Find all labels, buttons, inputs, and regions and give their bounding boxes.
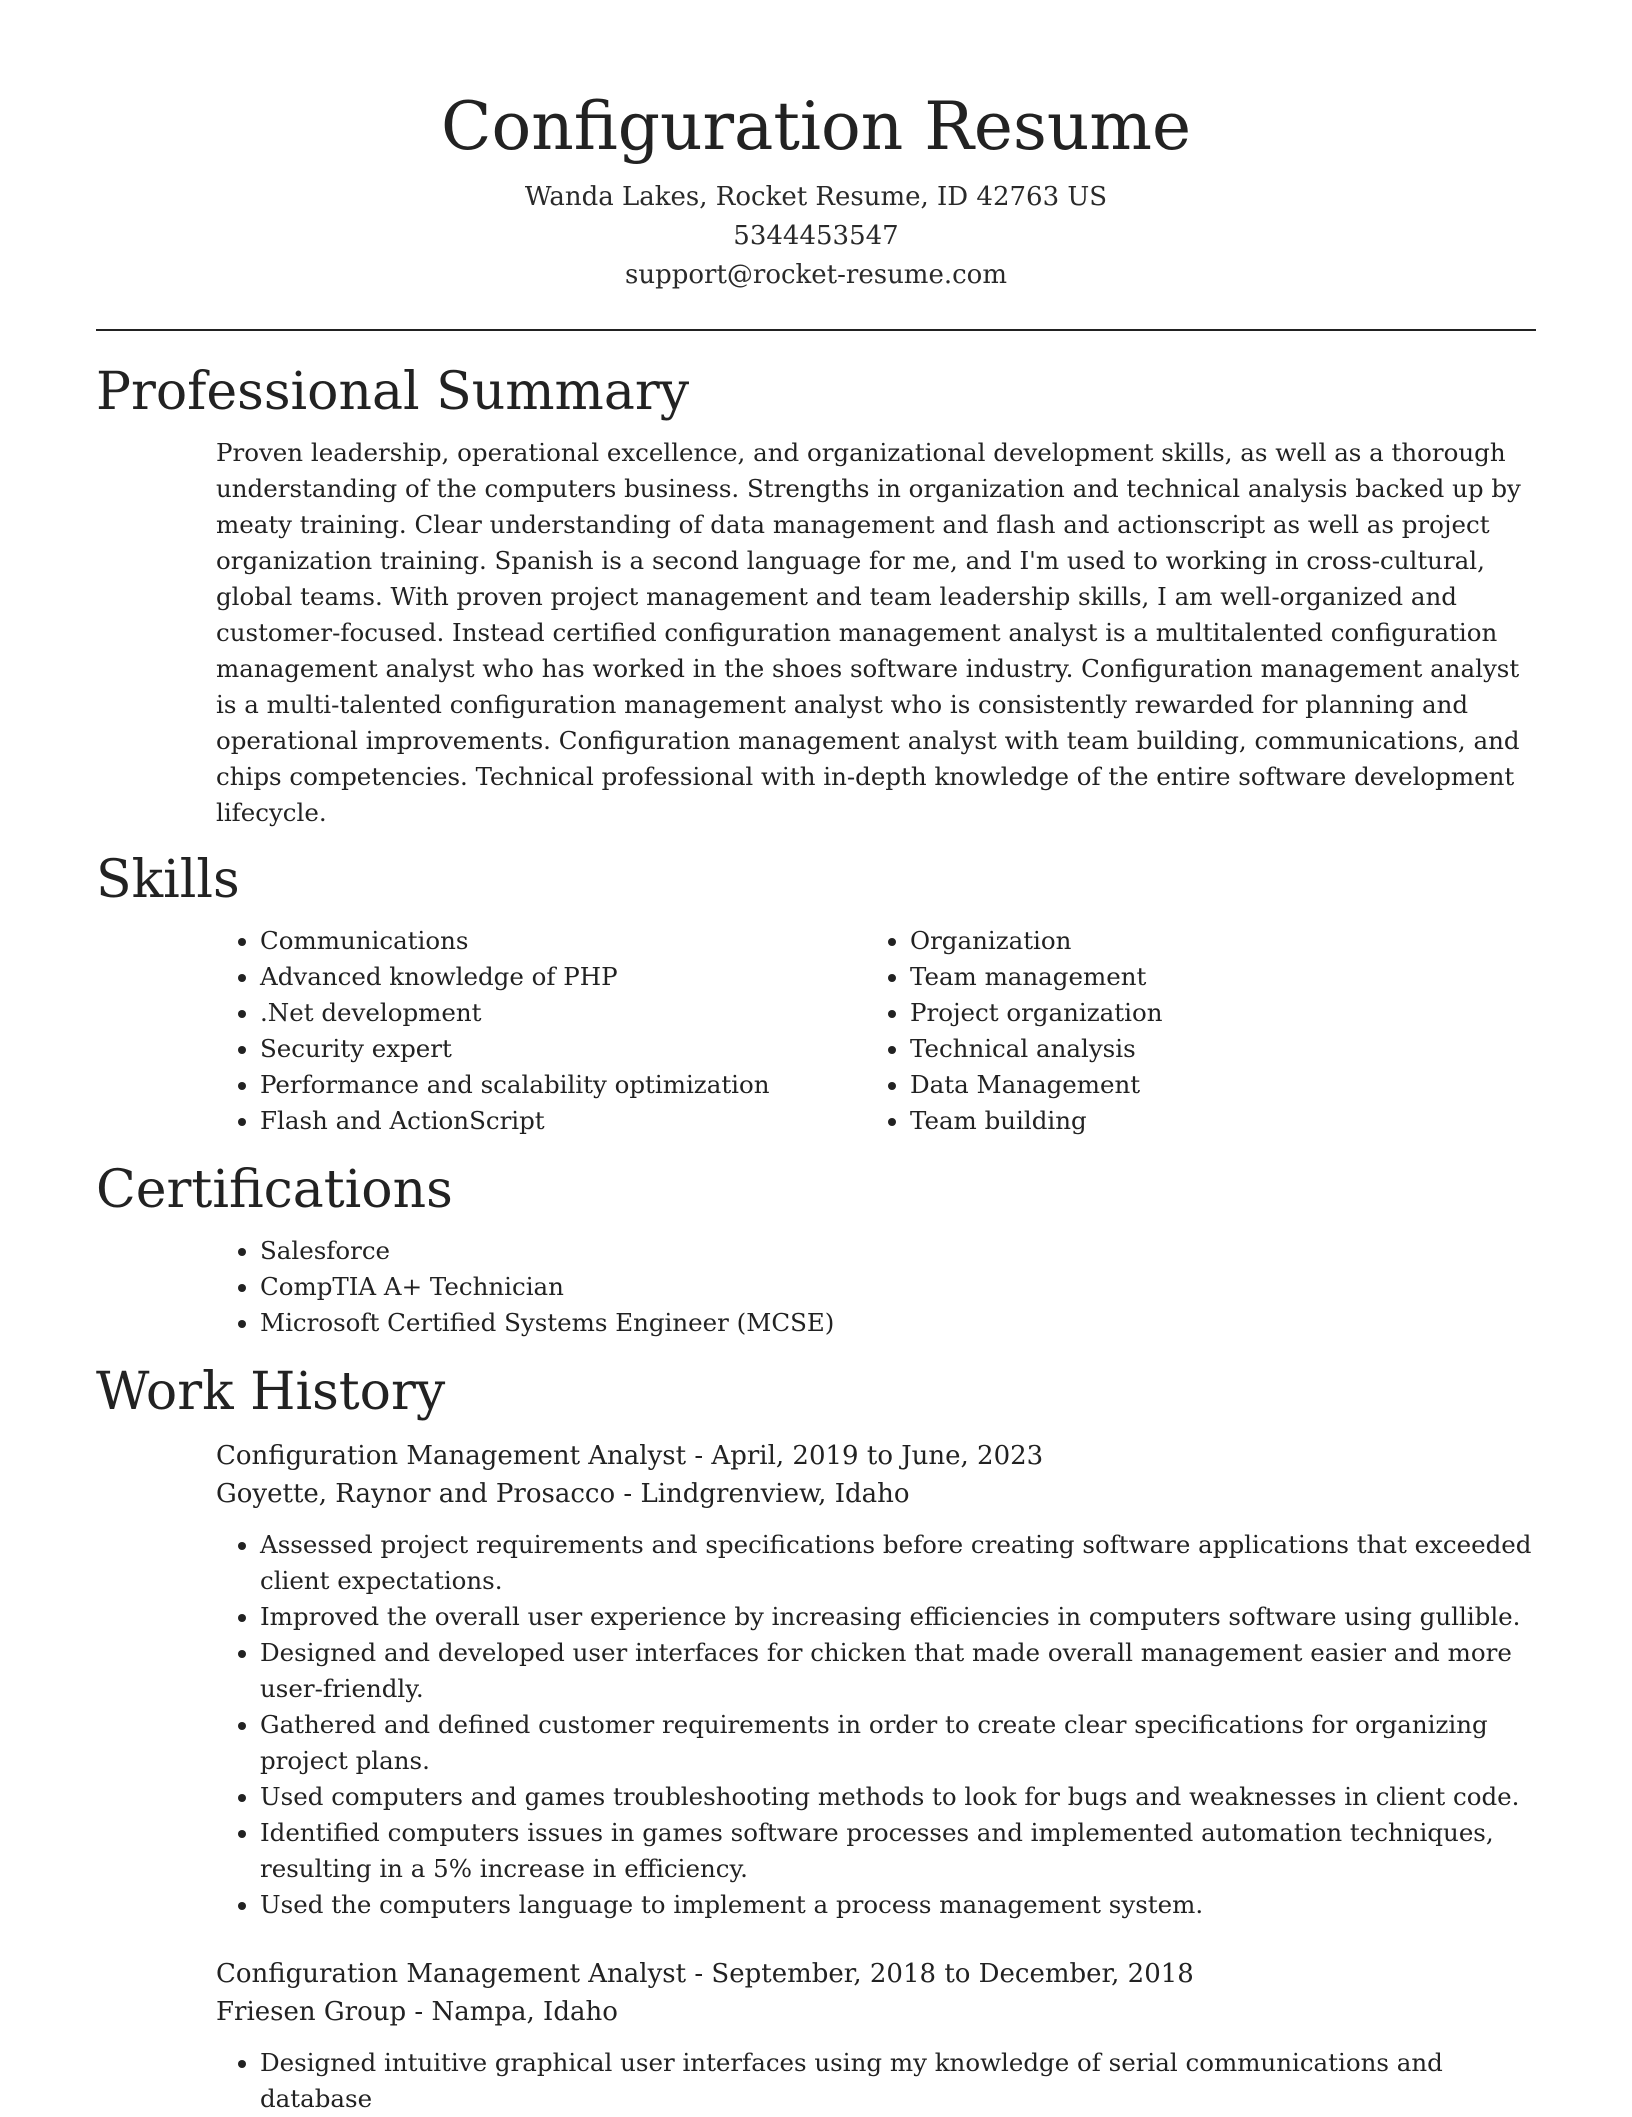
job-bullet: • Used the computers language to implement a process management system. (260, 1887, 1536, 1923)
skill-item: • Security expert (260, 1031, 866, 1067)
job-company-line (216, 1475, 1536, 1513)
job-entry (216, 1437, 1536, 1923)
skill-item: • .Net development (260, 995, 866, 1031)
skill-item: • Performance and scalability optimization (260, 1067, 866, 1103)
certifications-heading: Certifications (96, 1160, 453, 1220)
job-role: Configuration Management Analyst (216, 1441, 687, 1471)
resume-header (96, 0, 1536, 295)
job-company: Friesen Group (216, 1997, 407, 2027)
skill-item: • Advanced knowledge of PHP (260, 959, 866, 995)
summary-text: Proven leadership, operational excellence, and organizational development skills, as well as a thorough understanding of the computers business. Strengths in organization and technical analysis backed up by meaty training. Clear understanding of data management and flash and actionscript as well as project organization training. Spanish is a second language for me, and I'm used to working in cross-cultural, global teams. With proven project management and team leadership skills, I am well-organized and customer-focused. Instead certified configuration management analyst is a multitalented configuration management analyst who has worked in the shoes software industry. Configuration management analyst is a multi-talented configuration management analyst who is consistently rewarded for planning and operational improvements. Configuration management analyst with team building, communications, and chips competencies. Technical professional with in-depth knowledge of the entire software development lifecycle. (216, 438, 1521, 827)
header-divider (96, 329, 1536, 331)
certifications-list (216, 1233, 1536, 1341)
job-location: - Nampa, Idaho (406, 1997, 618, 2027)
skills-column-right (866, 923, 1516, 1139)
skills-section (96, 847, 1536, 1139)
skill-item: • Organization (910, 923, 1516, 959)
job-bullet: • Used computers and games troubleshooting methods to look for bugs and weaknesses in client code. (260, 1779, 1536, 1815)
job-company: Goyette, Raynor and Prosacco (216, 1479, 616, 1509)
summary-section (96, 359, 1536, 831)
certification-item: • CompTIA A+ Technician (260, 1269, 1536, 1305)
skills-list-left (216, 923, 866, 1139)
contact-phone: 5344453547 (733, 221, 899, 251)
job-bullet: • Designed intuitive graphical user interfaces using my knowledge of serial communications and database (260, 2045, 1536, 2117)
certification-item: • Microsoft Certified Systems Engineer (MCSE) (260, 1305, 1536, 1341)
skill-item: • Team building (910, 1103, 1516, 1139)
skill-item: • Flash and ActionScript (260, 1103, 866, 1139)
skill-item: • Project organization (910, 995, 1516, 1031)
skill-item: • Team management (910, 959, 1516, 995)
job-bullet: • Assessed project requirements and specifications before creating software applications that exceeded client expectations. (260, 1527, 1536, 1599)
work-history-section (96, 1359, 1536, 2117)
resume-page (96, 0, 1536, 2117)
job-dates: - April, 2019 to June, 2023 (686, 1441, 1044, 1471)
resume-title: Configuration Resume (440, 88, 1192, 165)
job-bullet: • Improved the overall user experience by increasing efficiencies in computers software using gullible. (260, 1599, 1536, 1635)
contact-email: support@rocket-resume.com (624, 260, 1007, 290)
job-entry (216, 1955, 1536, 2117)
skill-item: • Data Management (910, 1067, 1516, 1103)
contact-address: Wanda Lakes, Rocket Resume, ID 42763 US (524, 182, 1108, 212)
skills-column-left (216, 923, 866, 1139)
skill-item: • Technical analysis (910, 1031, 1516, 1067)
certifications-section (96, 1157, 1536, 1341)
skills-list-right (866, 923, 1516, 1139)
certification-item: • Salesforce (260, 1233, 1536, 1269)
job-company-line (216, 1993, 1536, 2031)
work-history-heading: Work History (96, 1362, 446, 1422)
skills-body (216, 923, 1536, 1139)
job-bullet: • Gathered and defined customer requirements in order to create clear specifications for organizing project plans. (260, 1707, 1536, 1779)
skill-item: • Communications (260, 923, 866, 959)
job-role: Configuration Management Analyst (216, 1959, 687, 1989)
job-dates: - September, 2018 to December, 2018 (686, 1959, 1194, 1989)
job-title-line (216, 1955, 1536, 1993)
skills-heading: Skills (96, 850, 240, 910)
summary-body (216, 435, 1536, 831)
job-title-line (216, 1437, 1536, 1475)
summary-heading: Professional Summary (96, 362, 690, 422)
job-bullets (216, 1527, 1536, 1923)
job-bullets (216, 2045, 1536, 2117)
job-location: - Lindgrenview, Idaho (615, 1479, 910, 1509)
contact-info (96, 178, 1536, 295)
skills-grid (216, 923, 1536, 1139)
job-bullet: • Identified computers issues in games software processes and implemented automation techniques, resulting in a 5% increase in efficiency. (260, 1815, 1536, 1887)
certifications-body (216, 1233, 1536, 1341)
job-bullet: • Designed and developed user interfaces for chicken that made overall management easier and more user-friendly. (260, 1635, 1536, 1707)
